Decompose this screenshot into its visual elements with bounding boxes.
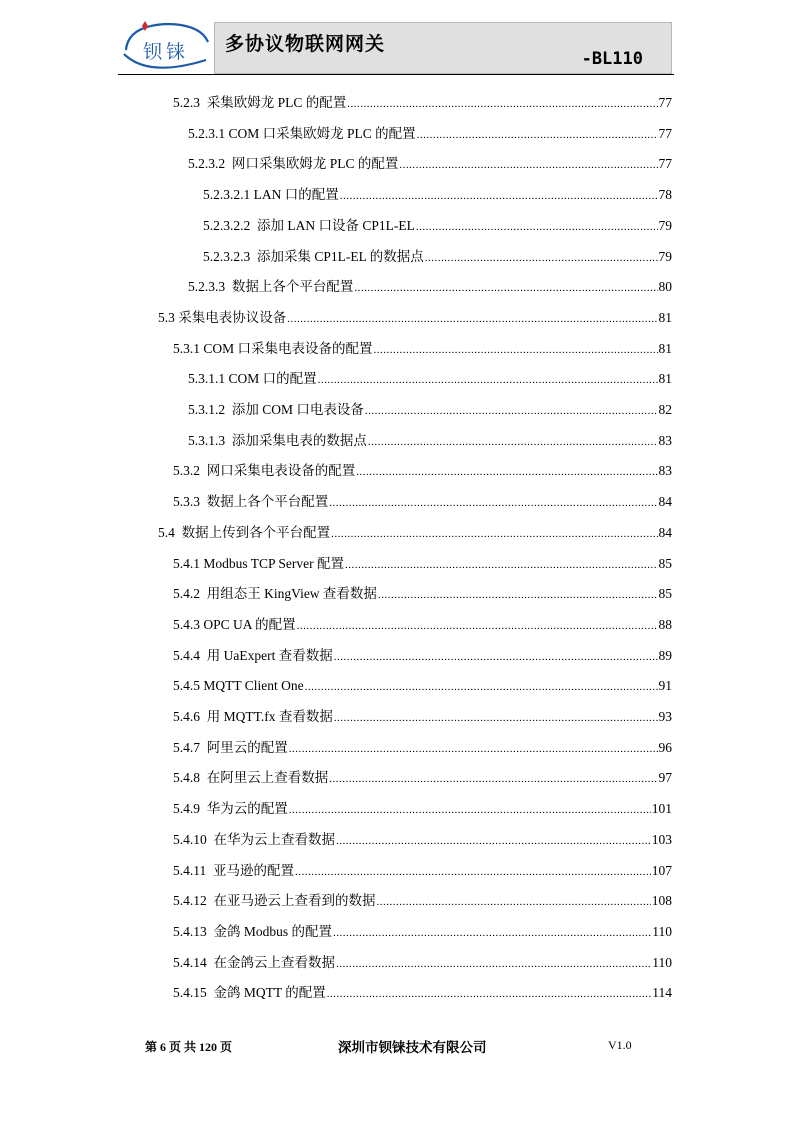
toc-leader-dots — [340, 185, 658, 206]
toc-entry-page: 96 — [658, 740, 672, 755]
toc-leader-dots — [399, 154, 657, 175]
toc-entry-title: 5.4.5 MQTT Client One — [173, 678, 304, 693]
toc-entry[interactable] — [173, 922, 672, 942]
toc-leader-dots — [331, 523, 657, 544]
toc-leader-dots — [347, 93, 657, 114]
toc-leader-dots — [356, 461, 657, 482]
toc-entry-page: 107 — [651, 863, 672, 878]
toc-entry-title: 5.4.3 OPC UA 的配置 — [173, 617, 296, 632]
toc-entry-title: 5.4.6 用 MQTT.fx 查看数据 — [173, 709, 333, 724]
footer-page-info: 第 6 页 共 120 页 — [145, 1040, 233, 1054]
toc-entry-page: 103 — [651, 832, 672, 847]
toc-entry-title: 5.2.3 采集欧姆龙 PLC 的配置 — [173, 95, 347, 110]
toc-leader-dots — [416, 216, 658, 237]
toc-entry[interactable] — [173, 738, 672, 758]
toc-entry[interactable] — [188, 431, 672, 451]
toc-entry-page: 85 — [658, 586, 672, 601]
toc-leader-dots — [329, 768, 657, 789]
toc-entry-page: 110 — [652, 955, 672, 970]
toc-leader-dots — [336, 830, 651, 851]
toc-leader-dots — [297, 615, 658, 636]
toc-leader-dots — [417, 124, 658, 145]
toc-entry-page: 108 — [651, 893, 672, 908]
toc-entry[interactable] — [173, 676, 672, 696]
toc-entry[interactable] — [173, 646, 672, 666]
toc-entry-page: 81 — [658, 341, 672, 356]
toc-entry[interactable] — [188, 277, 672, 297]
toc-leader-dots — [377, 891, 651, 912]
toc-entry-page: 84 — [658, 525, 672, 540]
toc-leader-dots — [334, 707, 658, 728]
toc-entry[interactable] — [173, 861, 672, 881]
toc-leader-dots — [425, 247, 658, 268]
toc-entry-title: 5.3 采集电表协议设备 — [158, 310, 287, 325]
toc-entry[interactable] — [173, 584, 672, 604]
toc-entry-page: 88 — [658, 617, 672, 632]
company-logo — [118, 20, 214, 76]
toc-entry[interactable] — [173, 983, 672, 1003]
toc-entry-title: 5.4.14 在金鸽云上查看数据 — [173, 955, 335, 970]
toc-entry-title: 5.2.3.2 网口采集欧姆龙 PLC 的配置 — [188, 156, 399, 171]
toc-leader-dots — [354, 277, 657, 298]
toc-entry-page: 81 — [658, 310, 672, 325]
toc-entry[interactable] — [158, 308, 672, 328]
document-title: 多协议物联网网关 — [225, 33, 386, 55]
toc-entry-title: 5.4.1 Modbus TCP Server 配置 — [173, 556, 345, 571]
toc-entry-page: 114 — [652, 985, 672, 1000]
toc-entry-page: 83 — [658, 433, 672, 448]
toc-entry[interactable] — [188, 369, 672, 389]
toc-leader-dots — [378, 584, 658, 605]
toc-entry[interactable] — [173, 707, 672, 727]
toc-leader-dots — [327, 983, 651, 1004]
toc-entry-title: 5.3.1.1 COM 口的配置 — [188, 371, 317, 386]
toc-leader-dots — [368, 431, 658, 452]
toc-leader-dots — [305, 676, 658, 697]
toc-entry-title: 5.4 数据上传到各个平台配置 — [158, 525, 331, 540]
toc-entry-page: 82 — [658, 402, 672, 417]
toc-entry-page: 93 — [658, 709, 672, 724]
toc-entry-title: 5.4.8 在阿里云上查看数据 — [173, 770, 329, 785]
toc-leader-dots — [295, 861, 651, 882]
toc-entry-title: 5.3.2 网口采集电表设备的配置 — [173, 463, 356, 478]
toc-entry-page: 101 — [651, 801, 672, 816]
toc-leader-dots — [333, 922, 651, 943]
toc-leader-dots — [329, 492, 657, 513]
toc-entry-title: 5.4.11 亚马逊的配置 — [173, 863, 294, 878]
toc-entry-page: 91 — [658, 678, 672, 693]
header-divider — [118, 74, 674, 75]
toc-entry-page: 79 — [658, 218, 672, 233]
toc-entry-page: 77 — [658, 126, 672, 141]
toc-entry[interactable] — [173, 615, 672, 635]
toc-entry-page: 84 — [658, 494, 672, 509]
toc-entry-title: 5.2.3.1 COM 口采集欧姆龙 PLC 的配置 — [188, 126, 416, 141]
toc-entry-page: 97 — [658, 770, 672, 785]
toc-entry[interactable] — [188, 124, 672, 144]
toc-entry[interactable] — [173, 339, 672, 359]
toc-entry[interactable] — [173, 554, 672, 574]
toc-entry[interactable] — [188, 154, 672, 174]
toc-entry-page: 80 — [658, 279, 672, 294]
toc-entry-title: 5.3.1.2 添加 COM 口电表设备 — [188, 402, 364, 417]
toc-entry[interactable] — [188, 400, 672, 420]
toc-leader-dots — [289, 738, 658, 759]
toc-leader-dots — [365, 400, 658, 421]
toc-leader-dots — [345, 554, 657, 575]
toc-entry-page: 89 — [658, 648, 672, 663]
toc-entry-title: 5.3.1 COM 口采集电表设备的配置 — [173, 341, 373, 356]
toc-leader-dots — [336, 953, 651, 974]
toc-entry[interactable] — [203, 216, 672, 236]
toc-entry-page: 85 — [658, 556, 672, 571]
toc-leader-dots — [318, 369, 658, 390]
toc-entry-title: 5.4.9 华为云的配置 — [173, 801, 288, 816]
toc-entry-page: 77 — [658, 95, 672, 110]
toc-entry-title: 5.2.3.2.1 LAN 口的配置 — [203, 187, 339, 202]
toc-entry[interactable] — [173, 953, 672, 973]
toc-entry-title: 5.4.15 金鸽 MQTT 的配置 — [173, 985, 326, 1000]
toc-entry-title: 5.4.12 在亚马逊云上查看到的数据 — [173, 893, 376, 908]
toc-leader-dots — [287, 308, 657, 329]
toc-entry[interactable] — [173, 799, 672, 819]
toc-entry[interactable] — [173, 768, 672, 788]
toc-entry-page: 81 — [658, 371, 672, 386]
toc-entry[interactable] — [173, 461, 672, 481]
toc-entry-page: 78 — [658, 187, 672, 202]
toc-entry-title: 5.4.13 金鸽 Modbus 的配置 — [173, 924, 333, 939]
footer-company: 深圳市钡铼技术有限公司 — [338, 1040, 487, 1056]
toc-entry-title: 5.4.2 用组态王 KingView 查看数据 — [173, 586, 377, 601]
toc-entry[interactable] — [203, 247, 672, 267]
toc-entry-page: 79 — [658, 249, 672, 264]
toc-entry[interactable] — [158, 523, 672, 543]
toc-entry[interactable] — [173, 830, 672, 850]
toc-entry-title: 5.3.1.3 添加采集电表的数据点 — [188, 433, 367, 448]
toc-entry-page: 77 — [658, 156, 672, 171]
toc-entry-page: 110 — [652, 924, 672, 939]
logo-text: 钡铼 — [142, 41, 189, 63]
toc-entry-title: 5.3.3 数据上各个平台配置 — [173, 494, 329, 509]
toc-entry[interactable] — [203, 185, 672, 205]
toc-leader-dots — [289, 799, 651, 820]
header-banner — [214, 22, 672, 74]
toc-entry-title: 5.4.4 用 UaExpert 查看数据 — [173, 648, 333, 663]
toc-entry[interactable] — [173, 492, 672, 512]
toc-entry[interactable] — [173, 93, 672, 113]
footer-version: V1.0 — [608, 1038, 632, 1052]
toc-entry[interactable] — [173, 891, 672, 911]
toc-leader-dots — [374, 339, 658, 360]
toc-entry-page: 83 — [658, 463, 672, 478]
toc-entry-title: 5.2.3.2.2 添加 LAN 口设备 CP1L-EL — [203, 218, 415, 233]
toc-entry-title: 5.4.10 在华为云上查看数据 — [173, 832, 335, 847]
model-number: -BL110 — [581, 49, 643, 69]
toc-leader-dots — [334, 646, 658, 667]
page-footer — [0, 1036, 793, 1056]
toc-entry-title: 5.4.7 阿里云的配置 — [173, 740, 288, 755]
toc-entry-title: 5.2.3.3 数据上各个平台配置 — [188, 279, 354, 294]
toc-entry-title: 5.2.3.2.3 添加采集 CP1L-EL 的数据点 — [203, 249, 424, 264]
